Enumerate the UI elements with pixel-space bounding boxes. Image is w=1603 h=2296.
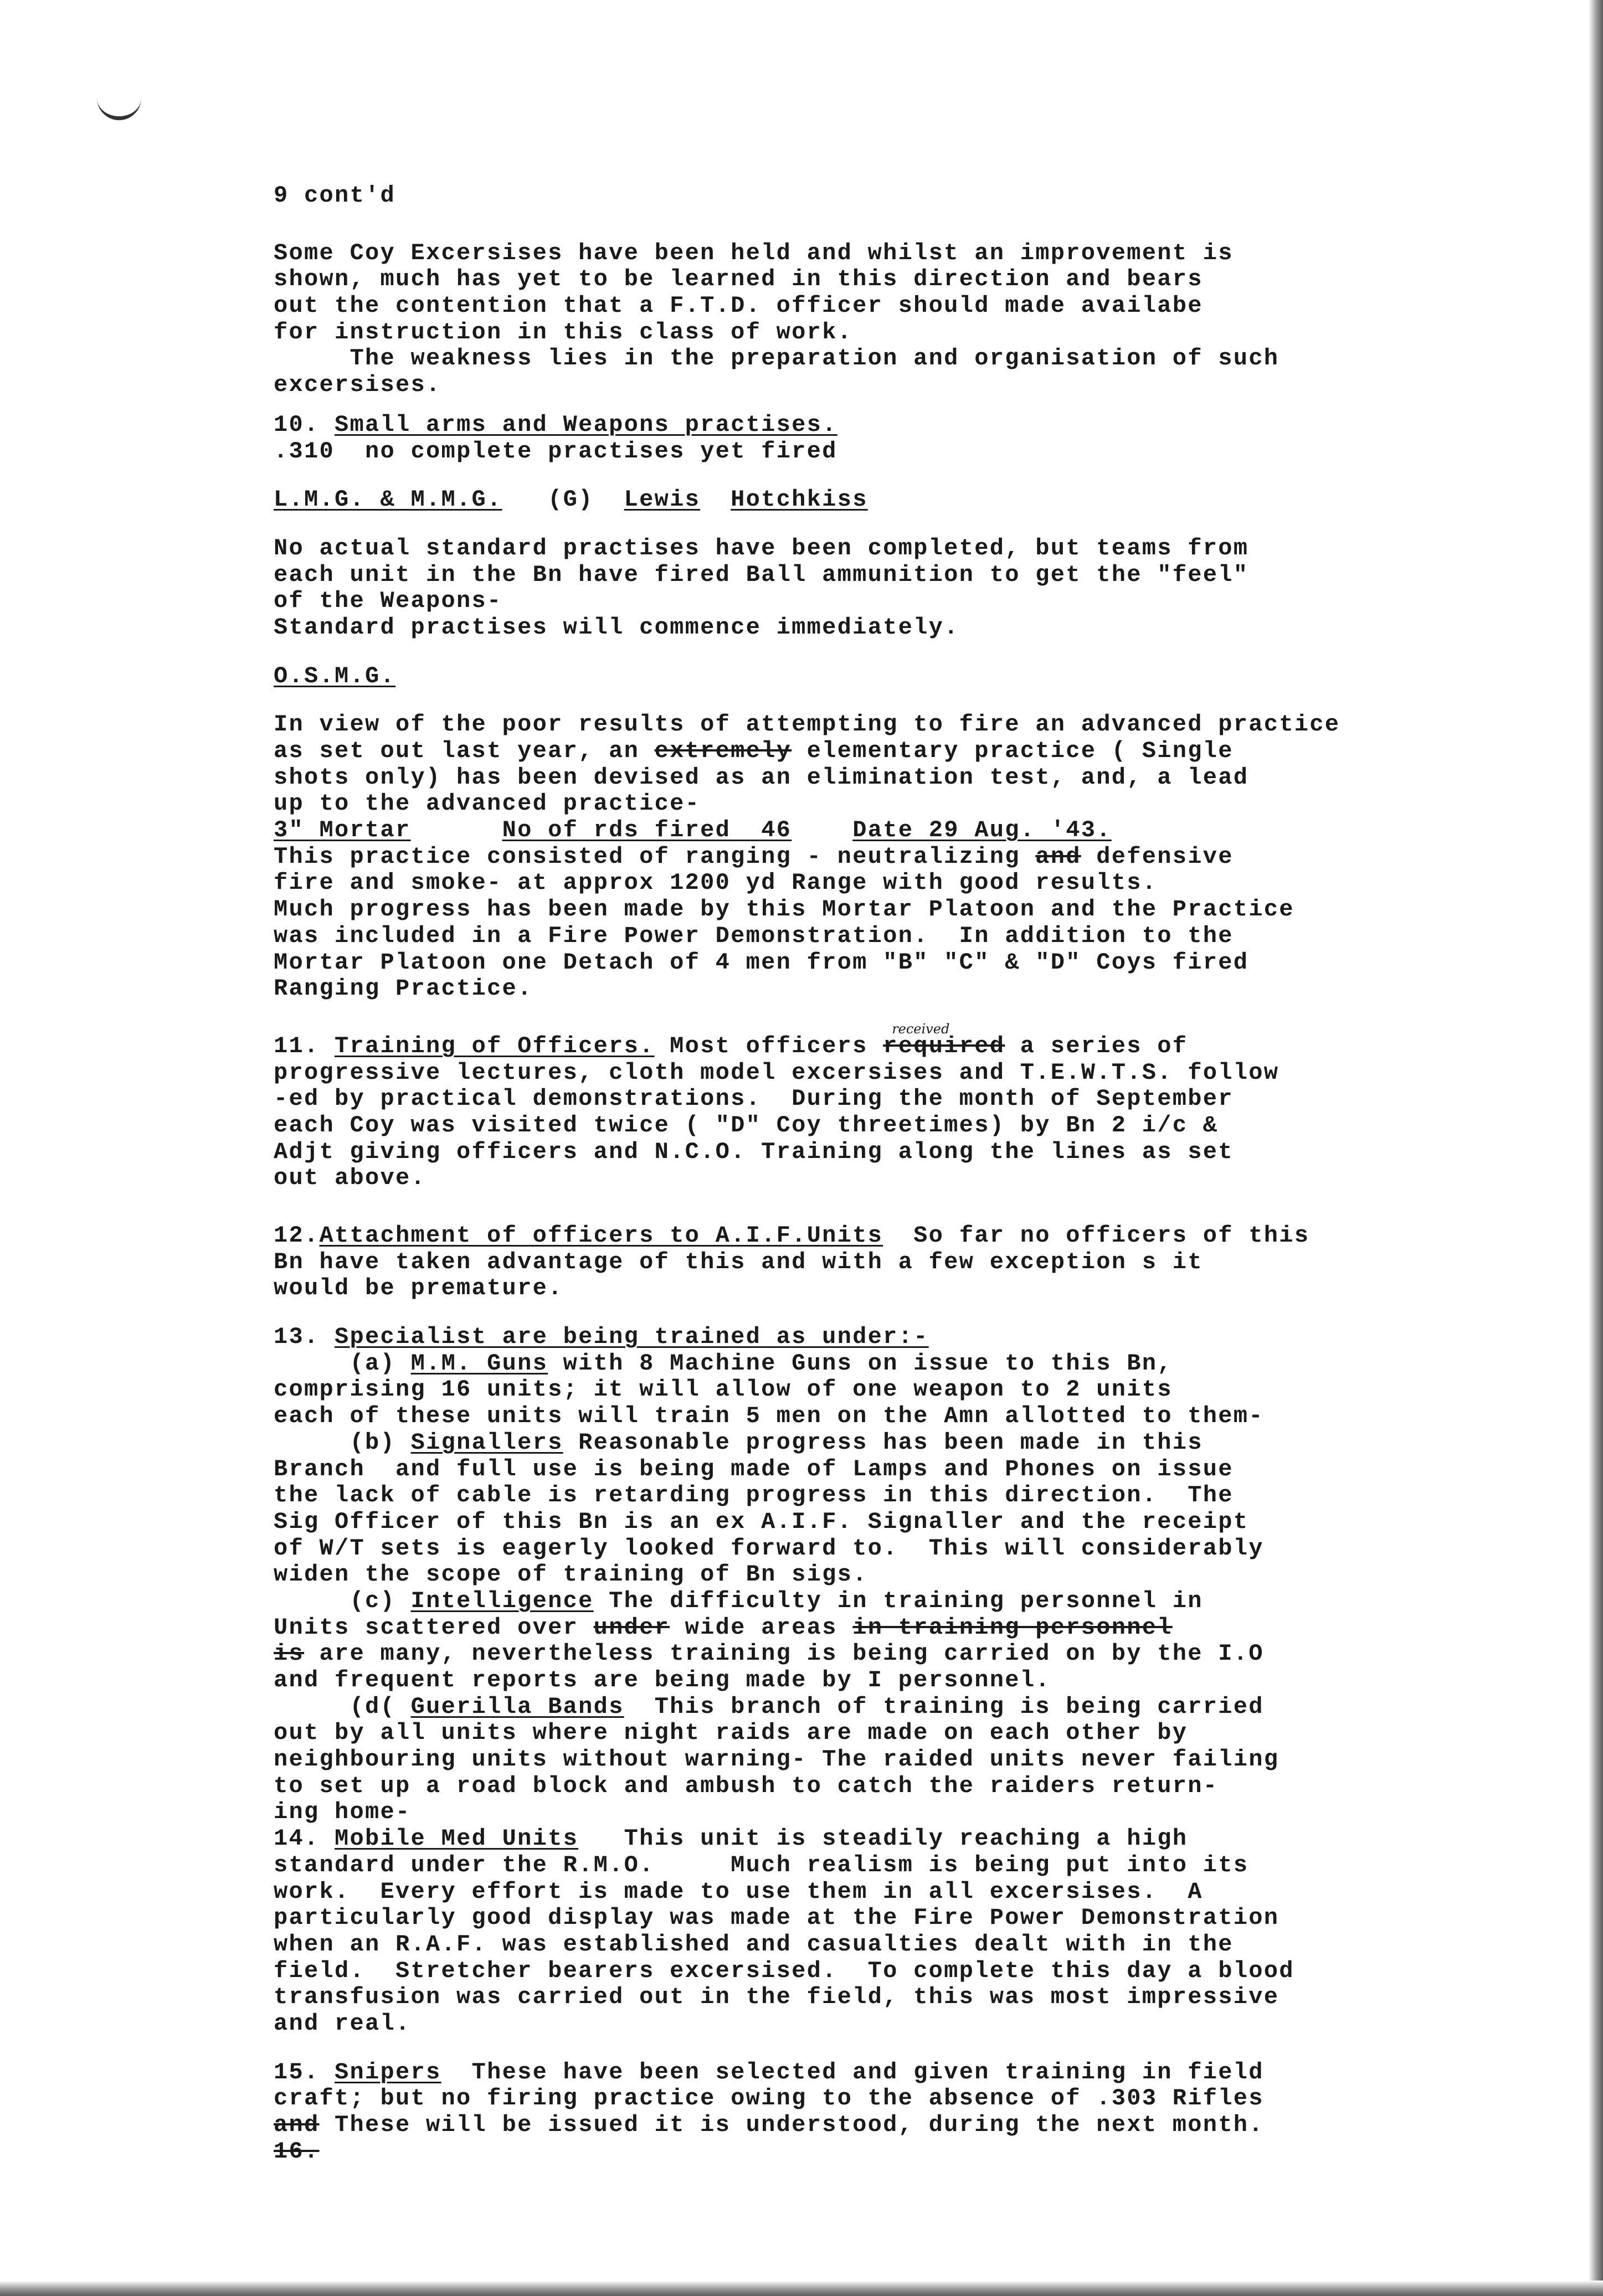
- subsection-title: Signallers: [410, 1429, 563, 1456]
- text-line: [274, 2112, 1381, 2139]
- struck-text: in training personnel: [852, 1614, 1173, 1641]
- text-line: out above.: [274, 1165, 427, 1192]
- section-heading: Small arms and Weapons practises.: [335, 411, 838, 438]
- text-line: each of these units will train 5 men on the Amn allotted to them-: [274, 1403, 1264, 1430]
- struck-text: 16.: [274, 2138, 320, 2165]
- text-span: Reasonable progress has been made in this: [563, 1429, 1203, 1456]
- text-line: for instruction in this class of work.: [274, 318, 853, 346]
- text-line: ing home-: [274, 1799, 411, 1826]
- text-span: as set out last year, an: [274, 738, 655, 764]
- text-line: craft; but no firing practice owing to the absence of .303 Rifles: [274, 2085, 1264, 2112]
- text-span: are many, nevertheless training is being carried on by the I.O: [304, 1640, 1264, 1667]
- punch-hole-mark: [97, 83, 141, 120]
- section-number: 14.: [274, 1825, 335, 1852]
- osmg-paragraph: [274, 712, 1381, 817]
- subsection-b-line: [274, 1430, 1381, 1456]
- text-line: particularly good display was made at the Fire Power Demonstration: [274, 1904, 1280, 1932]
- section-13-heading-line: [274, 1324, 1381, 1351]
- text-line: would be premature.: [274, 1275, 563, 1302]
- subsection-label: (a): [350, 1350, 411, 1377]
- subsection-title: M.M. Guns: [410, 1350, 548, 1377]
- mortar-paragraph: [274, 844, 1381, 1002]
- section-heading: Training of Officers.: [335, 1032, 655, 1059]
- text-span: These will be issued it is understood, during the next month.: [319, 2112, 1264, 2138]
- rifle-text: no complete practises yet fired: [335, 437, 838, 465]
- section-number: 12.: [274, 1222, 320, 1249]
- text-span: elementary practice ( Single: [792, 738, 1234, 764]
- text-line: [274, 738, 1381, 765]
- text-line: when an R.A.F. was established and casualties dealt with in the: [274, 1931, 1234, 1958]
- struck-text: and: [274, 2112, 320, 2138]
- text-line: Bn have taken advantage of this and with a few exception s it: [274, 1248, 1203, 1275]
- section-12-paragraph: [274, 1249, 1381, 1302]
- text-line: to set up a road block and ambush to catch the raiders return-: [274, 1772, 1219, 1799]
- text-line: widen the scope of training of Bn sigs.: [274, 1561, 868, 1588]
- mortar-label: 3" Mortar: [274, 817, 411, 844]
- mortar-date: Date 29 Aug. '43.: [852, 817, 1112, 844]
- spacer: [700, 486, 731, 513]
- struck-text: extremely: [654, 738, 792, 764]
- subsection-d-line: [274, 1694, 1381, 1721]
- text-span: with 8 Machine Guns on issue to this Bn,: [548, 1350, 1173, 1377]
- text-line: The weakness lies in the preparation and organisation of such: [274, 345, 1280, 372]
- spacer: [792, 817, 852, 843]
- text-line: of the Weapons-: [274, 588, 502, 615]
- rifle-practise-line: [274, 439, 1381, 465]
- handwritten-annotation: received: [892, 1021, 950, 1037]
- mortar-heading-line: [274, 817, 1381, 844]
- text-line: was included in a Fire Power Demonstration. In addition to the: [274, 922, 1234, 949]
- osmg-heading-line: [274, 663, 1381, 690]
- text-line: of W/T sets is eagerly looked forward to. This will considerably: [274, 1535, 1264, 1562]
- continuation-header: 9 cont'd: [274, 182, 396, 209]
- section-11-paragraph: [274, 1060, 1381, 1192]
- text-line: [274, 844, 1381, 871]
- section-9-paragraph-1: [274, 240, 1381, 346]
- section-heading: Snipers: [335, 2058, 441, 2086]
- section-heading: Specialist are being trained as under:-: [335, 1324, 929, 1351]
- text-line: fire and smoke- at approx 1200 yd Range with good results.: [274, 869, 1158, 897]
- text-span: The difficulty in training personnel in: [593, 1587, 1203, 1614]
- section-heading: Mobile Med Units: [335, 1825, 579, 1852]
- section-number: 11.: [274, 1032, 335, 1059]
- text-line: Adjt giving officers and N.C.O. Training along the lines as set: [274, 1138, 1234, 1165]
- subsection-a-line: [274, 1351, 1381, 1377]
- section-14-heading-line: [274, 1826, 1381, 1852]
- text-span: Units scattered over: [274, 1614, 594, 1641]
- text-span: defensive: [1081, 843, 1234, 870]
- text-line: and real.: [274, 2010, 411, 2037]
- page-edge-shadow-bottom: [0, 2280, 1603, 2296]
- subsection-c-line: [274, 1588, 1381, 1615]
- section-9-paragraph-2: [274, 346, 1381, 398]
- text-line: up to the advanced practice-: [274, 790, 701, 817]
- spacer: [411, 817, 502, 843]
- text-line: [274, 1641, 1381, 1667]
- subsection-label: (d(: [350, 1693, 411, 1720]
- text-line: field. Stretcher bearers excersised. To complete this day a blood: [274, 1957, 1294, 1984]
- text-line: Ranging Practice.: [274, 975, 533, 1002]
- text-line: Much progress has been made by this Mortar Platoon and the Practice: [274, 896, 1294, 923]
- struck-text: under: [593, 1614, 670, 1641]
- struck-text: is: [274, 1640, 305, 1667]
- text-line: work. Every effort is made to use them in all excersises. A: [274, 1878, 1203, 1905]
- struck-text: and: [1035, 843, 1081, 870]
- subsection-label: (b): [350, 1429, 411, 1456]
- text-line: No actual standard practises have been completed, but teams from: [274, 534, 1249, 562]
- section-14-paragraph: [274, 1852, 1381, 2037]
- text-line: progressive lectures, cloth model excersises and T.E.W.T.S. follow: [274, 1059, 1280, 1086]
- text-line: Sig Officer of this Bn is an ex A.I.F. Signaller and the receipt: [274, 1508, 1249, 1535]
- section-number: 10.: [274, 411, 320, 438]
- text-line: Mortar Platoon one Detach of 4 men from "B" "C" & "D" Coys fired: [274, 949, 1249, 976]
- text-line: the lack of cable is retarding progress in this direction. The: [274, 1482, 1234, 1509]
- text-line: standard under the R.M.O. Much realism is being put into its: [274, 1851, 1249, 1878]
- next-section-number: [274, 2139, 1381, 2165]
- text-line: neighbouring units without warning- The raided units never failing: [274, 1746, 1280, 1773]
- text-line: and frequent reports are being made by I personnel.: [274, 1667, 1051, 1693]
- text-line: excersises.: [274, 372, 441, 399]
- text-line: each Coy was visited twice ( "D" Coy threetimes) by Bn 2 i/c &: [274, 1111, 1219, 1139]
- text-line: Standard practises will commence immediately.: [274, 614, 959, 641]
- subsection-title: Intelligence: [410, 1587, 594, 1614]
- text-span: These have been selected and given training in field: [441, 2058, 1264, 2086]
- section-12-heading-line: [274, 1223, 1381, 1249]
- section-11-heading-line: [274, 1021, 1381, 1060]
- section-number: 13.: [274, 1324, 335, 1351]
- correction: [883, 1021, 1005, 1059]
- section-heading: Attachment of officers to A.I.F.Units: [319, 1222, 883, 1249]
- lmg-g: (G): [502, 486, 624, 513]
- osmg-label: O.S.M.G.: [274, 662, 396, 689]
- text-line: out the contention that a F.T.D. officer should made availabe: [274, 292, 1203, 320]
- text-span: Most officers: [654, 1032, 883, 1059]
- rifle-caliber: .310: [274, 437, 335, 465]
- text-span: a series of: [1005, 1032, 1188, 1059]
- lmg-paragraph: [274, 536, 1381, 641]
- page-edge-shadow-right: [1589, 0, 1603, 2296]
- lmg-label: L.M.G. & M.M.G.: [274, 486, 502, 513]
- struck-text: required: [883, 1032, 1005, 1059]
- text-line: comprising 16 units; it will allow of one weapon to 2 units: [274, 1376, 1173, 1403]
- text-line: out by all units where night raids are made on each other by: [274, 1720, 1188, 1747]
- lmg-heading-line: [274, 487, 1381, 513]
- text-line: -ed by practical demonstrations. During the month of September: [274, 1085, 1234, 1113]
- section-15-heading-line: [274, 2060, 1381, 2086]
- lmg-lewis: Lewis: [624, 486, 701, 513]
- text-line: Some Coy Excersises have been held and whilst an improvement is: [274, 239, 1234, 266]
- text-span: This unit is steadily reaching a high: [578, 1825, 1188, 1852]
- lmg-hotchkiss: Hotchkiss: [731, 486, 868, 513]
- text-line: transfusion was carried out in the field, this was most impressive: [274, 1984, 1280, 2011]
- text-span: This practice consisted of ranging - neutralizing: [274, 843, 1036, 870]
- text-line: shots only) has been devised as an elimination test, and, a lead: [274, 764, 1249, 791]
- text-span: wide areas: [670, 1614, 853, 1641]
- subsection-title: Guerilla Bands: [410, 1693, 624, 1720]
- typed-document: [274, 183, 1381, 2165]
- text-line: [274, 1615, 1381, 1641]
- text-line: shown, much has yet to be learned in this direction and bears: [274, 266, 1203, 293]
- text-span: So far no officers of this: [883, 1222, 1310, 1249]
- mortar-rounds: No of rds fired 46: [502, 817, 792, 844]
- text-line: each unit in the Bn have fired Ball ammunition to get the "feel": [274, 561, 1249, 588]
- subsection-label: (c): [350, 1587, 411, 1614]
- section-number: 15.: [274, 2058, 335, 2086]
- section-10-heading-line: [274, 412, 1381, 439]
- text-span: This branch of training is being carried: [624, 1693, 1264, 1720]
- text-line: Branch and full use is being made of Lamps and Phones on issue: [274, 1455, 1234, 1482]
- text-line: In view of the poor results of attempting to fire an advanced practice: [274, 711, 1340, 738]
